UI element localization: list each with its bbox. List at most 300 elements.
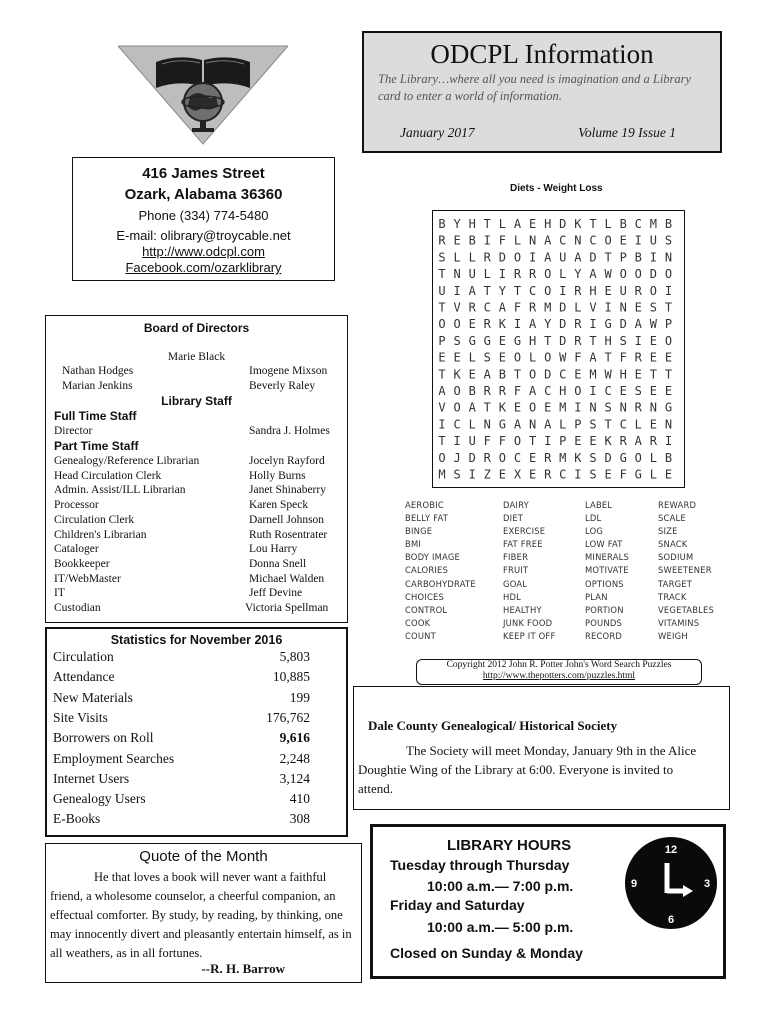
hours-title: LIBRARY HOURS (447, 837, 572, 854)
grid-letter: E (498, 467, 507, 482)
grid-letter: B (664, 450, 673, 465)
clock-number: 3 (703, 878, 711, 890)
grid-letter: S (664, 233, 673, 248)
word-list-item: OPTIONS (585, 578, 624, 589)
grid-letter: E (468, 317, 476, 332)
word-list-item: TARGET (658, 578, 693, 589)
stat-value: 5,803 (279, 649, 310, 664)
grid-letter: I (438, 417, 446, 432)
grid-letter: S (589, 450, 597, 465)
staff-row (54, 424, 339, 438)
word-list-item: DAIRY (503, 500, 529, 510)
grid-letter: F (619, 467, 627, 482)
grid-letter: E (574, 434, 582, 449)
part-time-label: Part Time Staff (54, 439, 139, 453)
grid-letter: I (664, 283, 673, 298)
grid-letter: N (528, 417, 537, 432)
grid-letter: O (574, 384, 582, 398)
grid-letter: H (604, 333, 612, 348)
staff-row (54, 469, 339, 483)
grid-letter: H (559, 384, 567, 398)
grid-letter: L (498, 217, 507, 231)
grid-letter: B (634, 250, 642, 265)
word-list-item: HDL (503, 591, 522, 602)
grid-letter: P (559, 434, 567, 449)
word-list-item: DIET (503, 513, 524, 524)
grid-letter: U (438, 283, 446, 298)
grid-letter: T (528, 434, 537, 449)
grid-letter: D (649, 267, 658, 282)
grid-letter: E (498, 350, 507, 365)
staff-row (54, 454, 339, 468)
grid-letter: E (634, 367, 642, 382)
grid-letter: N (649, 400, 658, 415)
statistics-title: Statistics for November 2016 (110, 633, 283, 647)
grid-letter: F (498, 233, 507, 248)
grid-letter: E (468, 367, 476, 382)
grid-letter: O (664, 333, 673, 348)
grid-letter: D (544, 367, 552, 382)
address-box (72, 157, 335, 281)
grid-letter: O (528, 400, 537, 415)
grid-letter: I (559, 283, 567, 298)
grid-letter: A (513, 417, 522, 432)
word-list-column (405, 499, 476, 643)
grid-letter: I (634, 233, 642, 248)
grid-letter: D (559, 300, 567, 315)
grid-letter: T (664, 367, 673, 382)
grid-letter: U (468, 434, 476, 449)
grid-letter: M (589, 367, 597, 382)
grid-letter: O (619, 267, 627, 282)
grid-letter: R (574, 283, 582, 298)
word-list-item: LOG (585, 526, 604, 537)
grid-letter: K (574, 450, 582, 465)
grid-letter: N (453, 267, 461, 282)
grid-letter: O (498, 450, 507, 465)
stat-label: New Materials (53, 689, 133, 705)
grid-letter: H (468, 217, 476, 231)
word-list-item: VITAMINS (658, 617, 700, 628)
board-member: Marian Jenkins (62, 380, 133, 392)
word-list-item: EXERCISE (503, 526, 546, 537)
grid-letter: I (574, 400, 582, 415)
board-member-row (54, 364, 339, 378)
grid-letter: D (559, 333, 567, 348)
word-list-item: BMI (405, 539, 422, 550)
grid-letter: I (664, 434, 673, 449)
grid-letter: R (483, 317, 491, 332)
word-list-item: REWARD (658, 500, 697, 510)
website-link[interactable]: http://www.odcpl.com (142, 244, 265, 259)
grid-letter: A (574, 250, 582, 265)
staff-role: Circulation Clerk (54, 513, 135, 526)
word-search-grid (432, 210, 685, 488)
grid-letter: N (528, 233, 537, 248)
grid-letter: B (468, 233, 476, 248)
stat-row (53, 751, 310, 769)
grid-letter: Y (498, 283, 507, 298)
grid-letter: E (528, 467, 537, 482)
word-list-item: SWEETENER (658, 565, 712, 576)
stat-value: 308 (289, 811, 310, 827)
staff-role: IT (54, 587, 65, 600)
grid-letter: C (559, 233, 567, 248)
grid-letter: R (544, 450, 552, 465)
grid-letter: V (438, 400, 446, 415)
grid-letter: A (544, 250, 552, 265)
word-list-item: FRUIT (503, 565, 529, 576)
staff-role: Admin. Assist/ILL Librarian (54, 484, 186, 497)
stat-row (53, 690, 310, 708)
grid-letter: C (544, 384, 552, 398)
grid-letter: U (559, 250, 567, 265)
grid-letter: A (468, 283, 476, 298)
grid-letter: I (589, 317, 597, 332)
grid-letter: C (513, 450, 522, 465)
grid-letter: H (544, 217, 552, 231)
staff-name: Darnell Johnson (249, 513, 325, 526)
grid-letter: H (619, 367, 627, 382)
newsletter-title: ODCPL Information (430, 39, 654, 69)
grid-letter: V (589, 300, 597, 315)
grid-letter: Y (544, 317, 552, 332)
grid-letter: T (438, 267, 446, 282)
word-list-item: CHOICES (405, 591, 445, 602)
grid-letter: G (664, 400, 673, 415)
grid-letter: A (544, 233, 552, 248)
grid-letter: O (544, 267, 552, 282)
grid-letter: O (438, 450, 446, 465)
grid-letter: T (664, 300, 673, 315)
grid-letter: R (544, 467, 552, 482)
stat-value: 410 (289, 791, 310, 807)
word-list-item: SCALE (658, 513, 686, 524)
grid-letter: A (438, 384, 446, 398)
grid-letter: A (544, 417, 552, 432)
staff-row (54, 542, 339, 556)
grid-letter: T (513, 283, 522, 298)
grid-letter: B (619, 217, 627, 231)
stat-label: Attendance (53, 669, 115, 685)
staff-row (54, 557, 339, 571)
grid-letter: S (589, 467, 597, 482)
word-list-item: KEEP IT OFF (503, 630, 556, 641)
staff-role: Processor (54, 499, 99, 512)
grid-letter: K (574, 217, 582, 231)
staff-row (54, 483, 339, 497)
grid-letter: F (513, 384, 522, 398)
stat-value: 176,762 (266, 709, 310, 725)
stat-row (53, 730, 310, 748)
grid-letter: L (634, 417, 642, 432)
grid-letter: R (468, 300, 476, 315)
word-list-item: SODIUM (658, 552, 694, 563)
stat-value: 199 (289, 689, 310, 705)
stat-label: Employment Searches (53, 750, 175, 766)
word-list-item: FIBER (503, 552, 529, 563)
issue-volume: Volume 19 Issue 1 (578, 125, 676, 140)
issue-date: January 2017 (400, 125, 475, 140)
word-list-item: AEROBIC (405, 500, 444, 510)
grid-letter: R (498, 384, 507, 398)
grid-letter: S (438, 250, 446, 265)
grid-letter: T (604, 417, 612, 432)
grid-letter: I (589, 384, 597, 398)
stat-row (53, 791, 310, 809)
grid-letter: K (498, 317, 507, 332)
grid-letter: G (634, 467, 642, 482)
library-staff-title: Library Staff (161, 394, 232, 408)
grid-letter: B (664, 217, 673, 231)
grid-letter: I (649, 250, 658, 265)
board-member: Imogene Mixson (249, 365, 328, 377)
grid-letter: R (634, 400, 642, 415)
grid-letter: O (453, 400, 461, 415)
city-state: Ozark, Alabama 36360 (124, 186, 283, 203)
grid-letter: O (453, 384, 461, 398)
grid-letter: G (498, 417, 507, 432)
grid-letter: C (453, 417, 461, 432)
grid-letter: L (483, 267, 491, 282)
grid-letter: H (528, 333, 537, 348)
staff-name: Janet Shinaberry (249, 484, 326, 497)
grid-letter: W (604, 367, 612, 382)
grid-letter: G (513, 333, 522, 348)
grid-letter: Y (574, 267, 582, 282)
word-list-item: SIZE (658, 526, 678, 537)
board-member: Nathan Hodges (62, 365, 134, 377)
grid-letter: D (498, 250, 507, 265)
hours-days-weekend: Friday and Saturday (390, 897, 525, 913)
word-list-column (503, 499, 555, 643)
word-list-item: COUNT (405, 630, 436, 641)
street-address: 416 James Street (142, 165, 265, 182)
grid-letter: I (634, 333, 642, 348)
word-list-item: LOW FAT (585, 539, 623, 550)
newsletter-tagline: The Library…where all you need is imagination and a Library card to enter a world of information. (378, 72, 692, 103)
staff-role: IT/WebMaster (54, 572, 121, 585)
grid-letter: E (619, 384, 627, 398)
word-list-item: SNACK (658, 539, 688, 550)
staff-row (54, 498, 339, 512)
stat-value: 10,885 (272, 669, 310, 685)
hours-days-weekday: Tuesday through Thursday (390, 857, 570, 873)
grid-letter: R (528, 300, 537, 315)
puzzle-copyright (416, 659, 702, 685)
grid-letter: S (453, 333, 461, 348)
grid-letter: A (589, 350, 597, 365)
quote-box (45, 843, 362, 983)
grid-letter: X (513, 467, 522, 482)
grid-letter: F (574, 350, 582, 365)
word-list-item: JUNK FOOD (503, 617, 553, 628)
grid-letter: M (559, 400, 567, 415)
stat-label: Borrowers on Roll (53, 730, 154, 746)
grid-letter: E (619, 233, 627, 248)
grid-letter: L (604, 217, 612, 231)
board-member: Beverly Raley (249, 380, 316, 392)
grid-letter: E (664, 384, 673, 398)
grid-letter: O (634, 267, 642, 282)
genealogy-title: Dale County Genealogical/ Historical Society (368, 718, 618, 733)
grid-letter: C (619, 417, 627, 432)
grid-letter: G (619, 450, 627, 465)
grid-letter: T (604, 350, 612, 365)
grid-letter: A (498, 300, 507, 315)
staff-role: Custodian (54, 602, 101, 614)
stat-row (53, 710, 310, 728)
grid-letter: R (483, 450, 491, 465)
word-list (405, 499, 735, 645)
grid-letter: O (513, 350, 522, 365)
staff-role: Genealogy/Reference Librarian (54, 455, 200, 467)
word-list-item: PORTION (585, 604, 624, 615)
grid-letter: O (453, 317, 461, 332)
grid-letter: D (589, 250, 597, 265)
grid-letter: C (559, 367, 567, 382)
staff-role: Head Circulation Clerk (54, 469, 162, 482)
grid-letter: T (438, 367, 446, 382)
grid-letter: P (438, 333, 446, 348)
grid-letter: C (559, 467, 567, 482)
grid-letter: E (528, 450, 537, 465)
grid-letter: V (453, 300, 461, 315)
board-of-directors (45, 315, 348, 623)
staff-role: Children's Librarian (54, 528, 147, 541)
clock-number: 12 (664, 844, 678, 856)
grid-letter: T (438, 434, 446, 449)
hours-time-weekend: 10:00 a.m.— 5:00 p.m. (427, 919, 574, 935)
clock-number: 9 (630, 878, 638, 890)
grid-letter: I (604, 300, 612, 315)
grid-letter: I (468, 467, 476, 482)
staff-name: Victoria Spellman (245, 602, 329, 614)
grid-letter: C (589, 233, 597, 248)
grid-letter: P (664, 317, 673, 332)
word-list-item: GOAL (503, 578, 528, 589)
grid-letter: E (528, 217, 537, 231)
grid-letter: N (589, 400, 597, 415)
grid-letter: O (604, 233, 612, 248)
staff-row (54, 572, 339, 586)
word-search-title: Diets - Weight Loss (510, 183, 603, 194)
grid-letter: R (528, 267, 537, 282)
copyright-url[interactable]: http://www.thepotters.com/puzzles.html (482, 671, 636, 681)
grid-letter: F (619, 350, 627, 365)
grid-letter: I (453, 434, 461, 449)
grid-letter: R (438, 233, 446, 248)
grid-letter: A (528, 317, 537, 332)
grid-letter: C (604, 384, 612, 398)
staff-role: Bookkeeper (54, 557, 110, 570)
grid-letter: O (649, 283, 658, 298)
grid-letter: A (634, 434, 642, 449)
grid-letter: O (634, 450, 642, 465)
board-title: Board of Directors (143, 321, 250, 335)
grid-letter: O (544, 350, 552, 365)
grid-letter: O (513, 250, 522, 265)
grid-letter: J (453, 450, 461, 465)
grid-letter: E (453, 350, 461, 365)
word-list-item: BINGE (405, 526, 433, 537)
staff-row (54, 528, 339, 542)
grid-letter: L (453, 250, 461, 265)
grid-letter: D (559, 317, 567, 332)
grid-letter: O (438, 317, 446, 332)
grid-letter: U (468, 267, 476, 282)
grid-letter: A (528, 384, 537, 398)
grid-letter: W (604, 267, 612, 282)
grid-letter: L (649, 450, 658, 465)
word-list-item: LDL (585, 513, 602, 524)
grid-letter: I (528, 250, 537, 265)
grid-letter: L (559, 267, 567, 282)
stat-value: 9,616 (279, 730, 310, 746)
staff-role: Cataloger (54, 543, 99, 556)
grid-letter: E (649, 417, 658, 432)
grid-letter: T (438, 300, 446, 315)
grid-letter: I (574, 467, 582, 482)
grid-letter: R (649, 434, 658, 449)
stat-row (53, 771, 310, 789)
grid-letter: K (604, 434, 612, 449)
newsletter-header (362, 31, 722, 153)
grid-letter: F (513, 300, 522, 315)
staff-name: Donna Snell (249, 557, 307, 570)
grid-letter: N (619, 300, 627, 315)
grid-letter: I (453, 283, 461, 298)
grid-letter: R (483, 250, 491, 265)
grid-letter: K (498, 400, 507, 415)
staff-name: Lou Harry (249, 543, 298, 556)
grid-letter: L (559, 417, 567, 432)
grid-letter: R (574, 333, 582, 348)
library-hours-box (370, 824, 726, 979)
staff-row (54, 513, 339, 527)
grid-letter: R (483, 384, 491, 398)
word-list-item: BODY IMAGE (405, 552, 461, 563)
stat-row (53, 669, 310, 687)
grid-letter: E (634, 300, 642, 315)
grid-letter: S (619, 333, 627, 348)
grid-letter: M (649, 217, 658, 231)
grid-letter: I (513, 317, 522, 332)
staff-row (54, 586, 339, 600)
staff-name: Michael Walden (249, 572, 325, 585)
grid-letter: G (604, 317, 612, 332)
staff-name: Holly Burns (249, 469, 306, 482)
stat-row (53, 649, 310, 667)
grid-letter: E (574, 367, 582, 382)
grid-letter: E (604, 467, 612, 482)
genealogy-box (353, 686, 730, 810)
grid-letter: B (498, 367, 507, 382)
grid-letter: T (649, 367, 658, 382)
grid-letter: C (483, 300, 491, 315)
staff-name: Sandra J. Holmes (249, 425, 330, 437)
grid-letter: Y (453, 217, 461, 231)
grid-letter: F (483, 434, 491, 449)
grid-letter: M (559, 450, 567, 465)
staff-name: Jeff Devine (249, 587, 303, 600)
grid-letter: E (589, 434, 597, 449)
word-list-item: FAT FREE (503, 539, 543, 550)
grid-letter: L (468, 417, 476, 432)
grid-letter: N (483, 417, 491, 432)
word-list-item: VEGETABLES (658, 604, 715, 615)
facebook-link[interactable]: Facebook.com/ozarklibrary (125, 260, 282, 275)
